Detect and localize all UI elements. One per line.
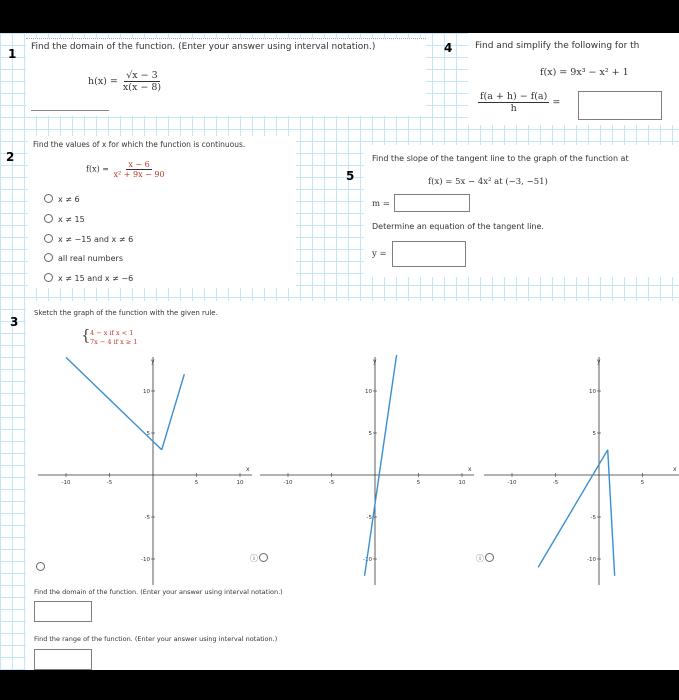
q2-func-num: x − 6 xyxy=(128,160,150,169)
q2-option-4-label: all real numbers xyxy=(58,254,123,263)
info-icon[interactable]: ⓘ xyxy=(250,554,258,563)
x-tick-label: -5 xyxy=(106,480,113,486)
q1-func-lhs: h(x) = xyxy=(88,76,118,87)
q2-option-5-label: x ≠ 15 and x ≠ −6 xyxy=(58,274,134,283)
q2-prompt: Find the values of x for which the function is continuous. xyxy=(33,140,246,149)
radio-icon[interactable] xyxy=(44,194,53,203)
q4-function: f(x) = 9x³ − x² + 1 xyxy=(540,67,629,78)
q3-prompt: Sketch the graph of the function with the given rule. xyxy=(34,309,218,317)
question-4-panel xyxy=(468,33,679,125)
top-divider xyxy=(26,38,426,39)
x-tick-label: 5 xyxy=(194,480,199,486)
x-tick-label: 5 xyxy=(416,480,421,486)
y-tick-label: -5 xyxy=(144,515,150,521)
series-line-1 xyxy=(538,450,608,568)
series-line-2 xyxy=(608,450,615,576)
option-graph-3[interactable] xyxy=(484,355,679,585)
graph-option-3-select[interactable] xyxy=(476,553,499,564)
y-tick-label: 10 xyxy=(589,389,596,395)
q3-piecewise xyxy=(90,329,138,347)
q3-domain-prompt: Find the domain of the function. (Enter your answer using interval notation.) xyxy=(34,588,283,596)
radio-icon[interactable] xyxy=(44,214,53,223)
q1-func-den: x(x − 8) xyxy=(122,82,162,93)
series-group xyxy=(538,450,615,576)
info-icon[interactable]: ⓘ xyxy=(476,554,484,563)
q1-prompt: Find the domain of the function. (Enter your answer using interval notation.) xyxy=(31,42,376,52)
q5-tangent-prompt: Determine an equation of the tangent line. xyxy=(372,222,544,231)
q5-y-label: y = xyxy=(372,249,387,259)
y-tick-label: -10 xyxy=(141,557,150,563)
y-tick-label: 10 xyxy=(365,389,372,395)
q4-answer-input[interactable] xyxy=(578,91,662,120)
q5-slope-input[interactable] xyxy=(394,194,470,212)
x-tick-label: -10 xyxy=(61,480,71,486)
q2-option-1[interactable] xyxy=(44,194,80,204)
q2-option-2[interactable] xyxy=(44,214,85,224)
q5-function: f(x) = 5x − 4x² at (−3, −51) xyxy=(428,177,548,187)
q5-m-label: m = xyxy=(372,199,390,209)
radio-icon[interactable] xyxy=(259,553,268,562)
x-tick-label: 10 xyxy=(236,480,244,486)
question-number-4: 4 xyxy=(444,41,453,55)
y-tick-label: 5 xyxy=(592,431,596,437)
q5-equation-input[interactable] xyxy=(392,241,466,267)
q3-domain-input[interactable] xyxy=(34,601,92,622)
q4-expression xyxy=(478,91,560,114)
y-axis-label: y xyxy=(597,358,601,365)
q2-option-4[interactable] xyxy=(44,253,123,263)
q3-range-prompt: Find the range of the function. (Enter your answer using interval notation.) xyxy=(34,635,278,643)
question-1-panel xyxy=(26,38,426,116)
option-graph-2[interactable] xyxy=(260,355,474,585)
q2-func-den: x² + 9x − 90 xyxy=(113,170,165,179)
graph-option-2-select[interactable] xyxy=(250,553,273,564)
x-axis-label: x xyxy=(468,466,472,473)
radio-icon[interactable] xyxy=(44,273,53,282)
q1-function xyxy=(88,70,163,93)
q1-func-num: √x − 3 xyxy=(126,70,158,81)
x-tick-label: -5 xyxy=(552,480,559,486)
x-tick-label: 5 xyxy=(640,480,645,486)
question-3-panel xyxy=(26,301,679,670)
series-line-1 xyxy=(66,357,162,449)
q1-answer-line[interactable] xyxy=(31,110,109,111)
q4-prompt: Find and simplify the following for th xyxy=(475,41,640,51)
q3-piece-2: 7x − 4 if x ≥ 1 xyxy=(90,338,138,346)
q2-option-2-label: x ≠ 15 xyxy=(58,215,85,224)
piecewise-brace: { xyxy=(81,326,91,344)
question-5-panel xyxy=(364,145,679,277)
radio-icon[interactable] xyxy=(44,253,53,262)
q2-option-1-label: x ≠ 6 xyxy=(58,195,80,204)
q2-option-5[interactable] xyxy=(44,273,133,283)
q2-option-3-label: x ≠ −15 and x ≠ 6 xyxy=(58,235,134,244)
x-tick-label: -5 xyxy=(328,480,335,486)
radio-icon[interactable] xyxy=(36,562,45,571)
radio-icon[interactable] xyxy=(44,234,53,243)
y-tick-label: 5 xyxy=(368,431,372,437)
y-tick-label: -10 xyxy=(363,557,372,563)
question-number-2: 2 xyxy=(6,150,15,164)
question-number-5: 5 xyxy=(346,169,355,183)
option-graph-1[interactable] xyxy=(38,355,252,585)
x-tick-label: 10 xyxy=(458,480,466,486)
graph-option-1-select[interactable] xyxy=(36,555,50,574)
q2-func-lhs: f(x) = xyxy=(86,164,109,174)
q2-function xyxy=(86,160,167,179)
y-tick-label: -5 xyxy=(590,515,596,521)
question-number-1: 1 xyxy=(8,47,17,61)
y-tick-label: -10 xyxy=(587,557,596,563)
x-axis-label: x xyxy=(673,466,677,473)
q2-option-3[interactable] xyxy=(44,234,133,244)
series-line-2 xyxy=(162,374,185,450)
series-group xyxy=(66,357,184,449)
radio-icon[interactable] xyxy=(485,553,494,562)
y-axis-label: y xyxy=(151,358,155,365)
q3-range-input[interactable] xyxy=(34,649,92,670)
question-2-panel xyxy=(28,136,296,288)
y-tick-label: 10 xyxy=(143,389,150,395)
x-tick-label: -10 xyxy=(283,480,293,486)
q5-prompt: Find the slope of the tangent line to the graph of the function at xyxy=(372,154,629,163)
question-number-3: 3 xyxy=(10,315,19,329)
q4-equals: = xyxy=(552,97,561,108)
y-axis-label: y xyxy=(373,358,377,365)
worksheet xyxy=(0,33,679,670)
y-tick-label: 5 xyxy=(146,431,150,437)
y-tick-label: -5 xyxy=(366,515,372,521)
x-tick-label: -10 xyxy=(507,480,517,486)
q4-expr-num: f(a + h) − f(a) xyxy=(480,91,548,102)
q4-expr-den: h xyxy=(510,103,517,114)
q3-piece-1: 4 − x if x < 1 xyxy=(90,329,134,337)
x-axis-label: x xyxy=(246,466,250,473)
